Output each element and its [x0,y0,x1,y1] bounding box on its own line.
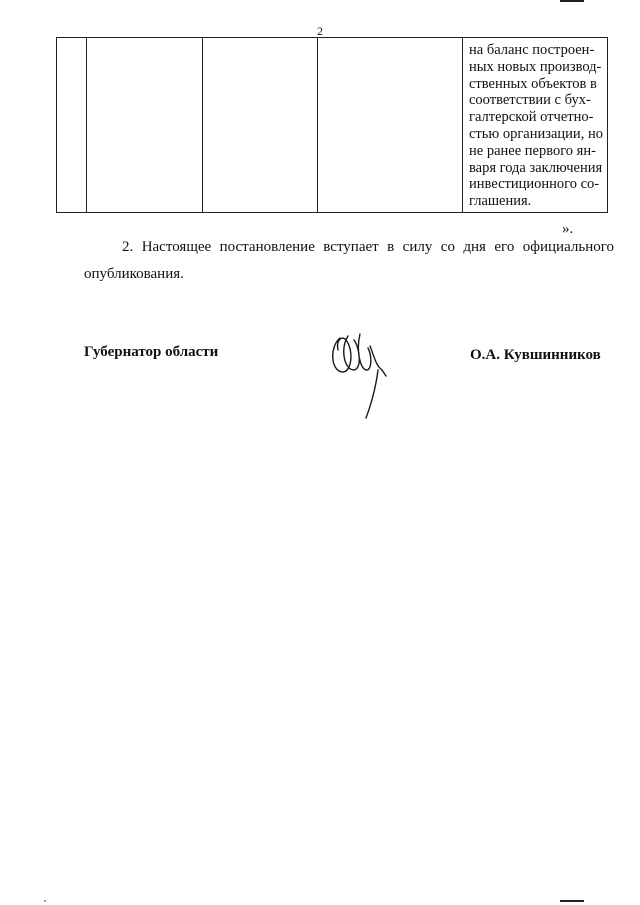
table-cell-line: ных новых производ- [469,58,602,75]
paragraph-effective-date [84,234,614,288]
table-cell-line: стью организации, но [469,125,603,142]
table-cell-line: соответствии с бух- [469,92,591,109]
scan-mark-top [560,0,584,2]
signatory-title: Губернатор области [84,344,219,360]
scan-speck [44,900,46,902]
paragraph-line: 2. Настоящее постановление вступает в силу со дня его официального [122,239,614,255]
table-cell-text [463,38,607,212]
page-number: 2 [317,24,323,38]
table-cell-line: ственных объектов в [469,75,597,92]
table-cell-empty [57,38,87,212]
table-cell-empty [87,38,203,212]
closing-quote: ». [562,221,574,237]
table-cell-line: варя года заключения [469,159,603,176]
scan-mark-bottom [560,900,584,902]
table-cell-line: инвестиционного со- [469,176,600,193]
paragraph-line: опубликования. [84,266,184,282]
table-cell-empty [203,38,318,212]
continuation-table [56,37,608,213]
table-cell-empty [318,38,463,212]
signatory-name: О.А. Кувшинников [470,347,601,363]
table-cell-line: не ранее первого ян- [469,142,596,159]
handwritten-signature [326,326,390,422]
table-cell-line: на баланс построен- [469,42,595,58]
table-cell-line: глашения. [469,193,532,210]
table-cell-line: галтерской отчетно- [469,109,594,126]
